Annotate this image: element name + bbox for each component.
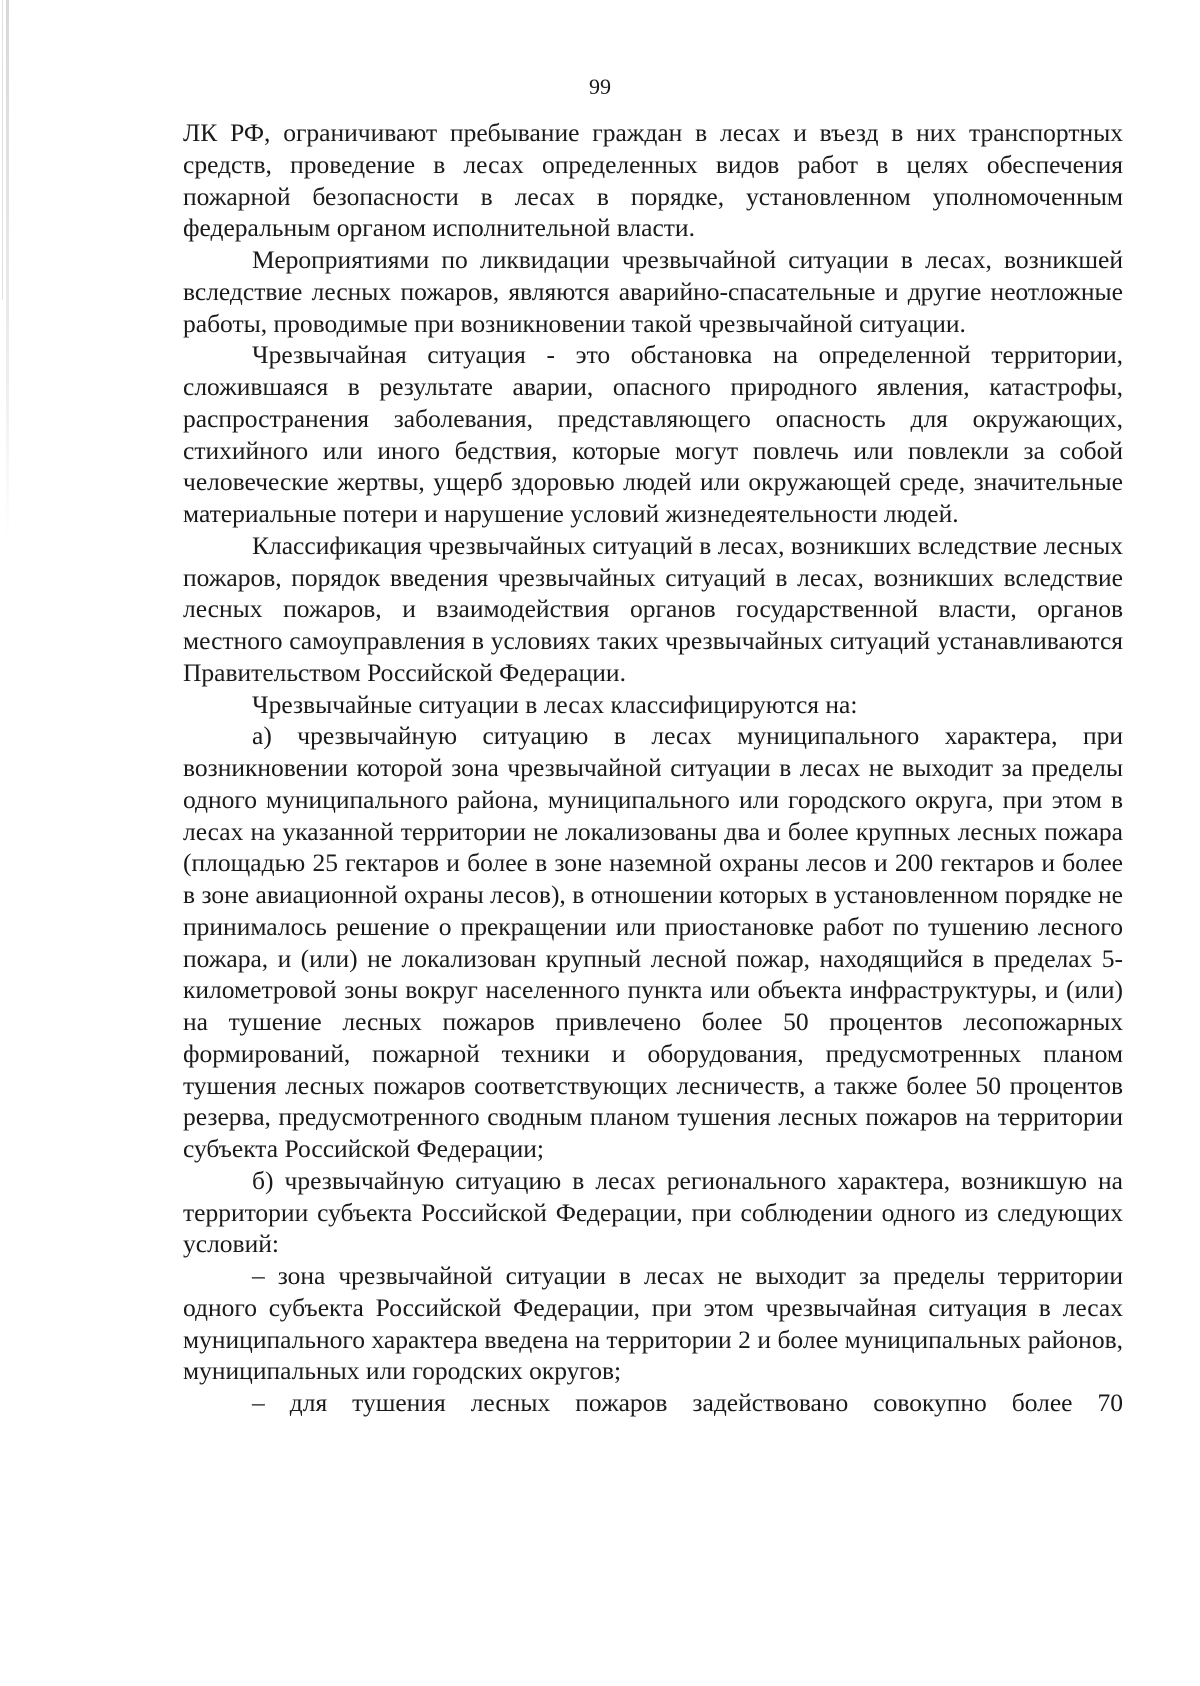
paragraph-classified-as: Чрезвычайные ситуации в лесах классифицируются на: [252, 689, 858, 719]
sub-item-resources-condition: – для тушения лесных пожаров задействовано совокупно более 70 [252, 1388, 1123, 1417]
page-number: 99 [589, 74, 611, 99]
sub-item-zone-condition: – зона чрезвычайной ситуации в лесах не выходит за пределы территории одного субъекта Российской Федерации, при этом чрезвычайная ситуация в лесах муниципального характера введена на территории 2 и более муниципальных районов, муниципальных или городских округов; [183, 1261, 1123, 1386]
list-item-b-regional: б) чрезвычайную ситуацию в лесах регионального характера, возникшую на территории субъекта Российской Федерации, при соблюдении одного из следующих условий: [183, 1165, 1123, 1259]
paragraph-liquidation-measures: Мероприятиями по ликвидации чрезвычайной ситуации в лесах, возникшей вследствие лесных пожаров, являются аварийно-спасательные и другие неотложные работы, проводимые при возникновении такой чрезвычайной ситуации. [183, 245, 1123, 338]
paragraph-emergency-definition: Чрезвычайная ситуация - это обстановка на определенной территории, сложившаяся в результате аварии, опасного природного явления, катастрофы, распространения заболевания, представляющего опасность для окружающих, стихийного или иного бедствия, которые могут повлечь или повлекли за собой человеческие жертвы, ущерб здоровью людей или окружающей среде, значительные материальные потери и нарушение условий жизнедеятельности людей. [183, 340, 1123, 528]
document-body [183, 117, 1123, 1419]
paragraph-continuation: ЛК РФ, ограничивают пребывание граждан в лесах и въезд в них транспортных средств, проведение в лесах определенных видов работ в целях обеспечения пожарной безопасности в лесах в порядке, установленном уполномоченным федеральным органом исполнительной власти. [183, 118, 1123, 243]
list-item-a-municipal: а) чрезвычайную ситуацию в лесах муниципального характера, при возникновении которой зона чрезвычайной ситуации в лесах не выходит за пределы одного муниципального района, муниципального или городского округа, при этом в лесах на указанной территории не локализованы два и более крупных лесных пожара (площадью 25 гектаров и более в зоне наземной охраны лесов и 200 гектаров и более в зоне авиационной охраны лесов), в отношении которых в установленном порядке не принималось решение о прекращении или приостановке работ по тушению лесного пожара, и (или) не локализован крупный лесной пожар, находящийся в пределах 5-километровой зоны вокруг населенного пункта или объекта инфраструктуры, и (или) на тушение лесных пожаров привлечено более 50 процентов лесопожарных формирований, пожарной техники и оборудования, предусмотренных планом тушения лесных пожаров соответствующих лесничеств, а также более 50 процентов резерва, предусмотренного сводным планом тушения лесных пожаров на территории субъекта Российской Федерации; [183, 721, 1123, 1163]
scan-edge-line [2, 0, 3, 300]
paragraph-classification: Классификация чрезвычайных ситуаций в лесах, возникших вследствие лесных пожаров, порядок введения чрезвычайных ситуаций в лесах, возникших вследствие лесных пожаров, и взаимодействия органов государственной власти, органов местного самоуправления в условиях таких чрезвычайных ситуаций устанавливаются Правительством Российской Федерации. [183, 530, 1123, 687]
